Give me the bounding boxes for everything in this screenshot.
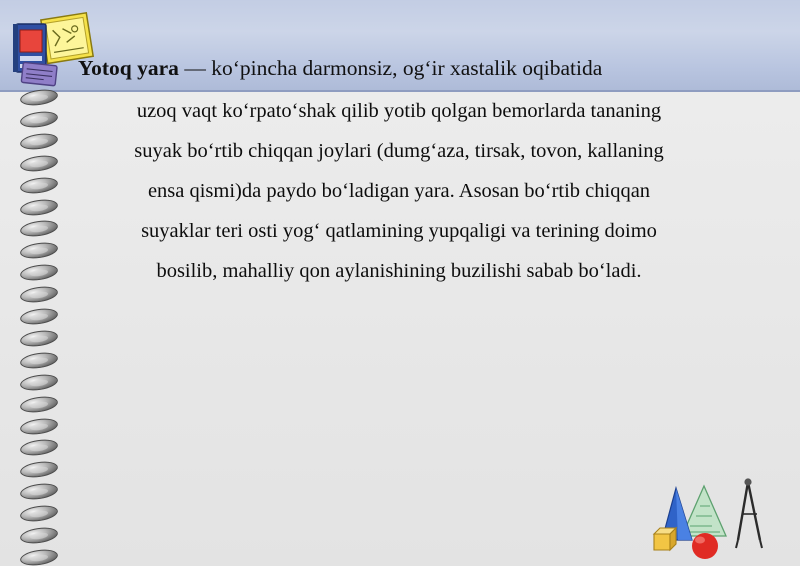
body-line-4: suyaklar teri osti yog‘ qatlamining yupqaligi va terining doimo	[141, 220, 657, 242]
geometry-shapes-clipart	[652, 474, 782, 562]
spiral-ring	[19, 504, 59, 524]
body-line-3: ensa qismi)da paydo bo‘ladigan yara. Asosan bo‘rtib chiqqan	[147, 180, 651, 202]
spiral-ring	[19, 460, 59, 480]
spiral-ring	[19, 328, 59, 348]
body-text	[40, 96, 758, 296]
spiral-ring	[19, 306, 59, 326]
title-dash: —	[178, 56, 212, 80]
spiral-ring	[19, 416, 59, 436]
page-title	[78, 55, 778, 81]
title-term: Yotoq yara	[78, 56, 179, 80]
spiral-ring	[19, 438, 59, 458]
spiral-ring	[19, 547, 59, 566]
body-line-1: uzoq vaqt ko‘rpato‘shak qilib yotib qolgan bemorlarda tananing	[136, 100, 662, 122]
spiral-ring	[19, 394, 59, 414]
spiral-ring	[19, 482, 59, 502]
body-line-5: bosilib, mahalliy qon aylanishining buzilishi sabab bo‘ladi.	[156, 260, 642, 282]
title-definition: ko‘pincha darmonsiz, og‘ir xastalik oqibatida	[211, 56, 603, 80]
spiral-ring	[19, 350, 59, 370]
spiral-ring	[19, 372, 59, 392]
body-line-2: suyak bo‘rtib chiqqan joylari (dumg‘aza, tirsak, tovon, kallaning	[134, 140, 664, 162]
spiral-ring	[19, 526, 59, 546]
